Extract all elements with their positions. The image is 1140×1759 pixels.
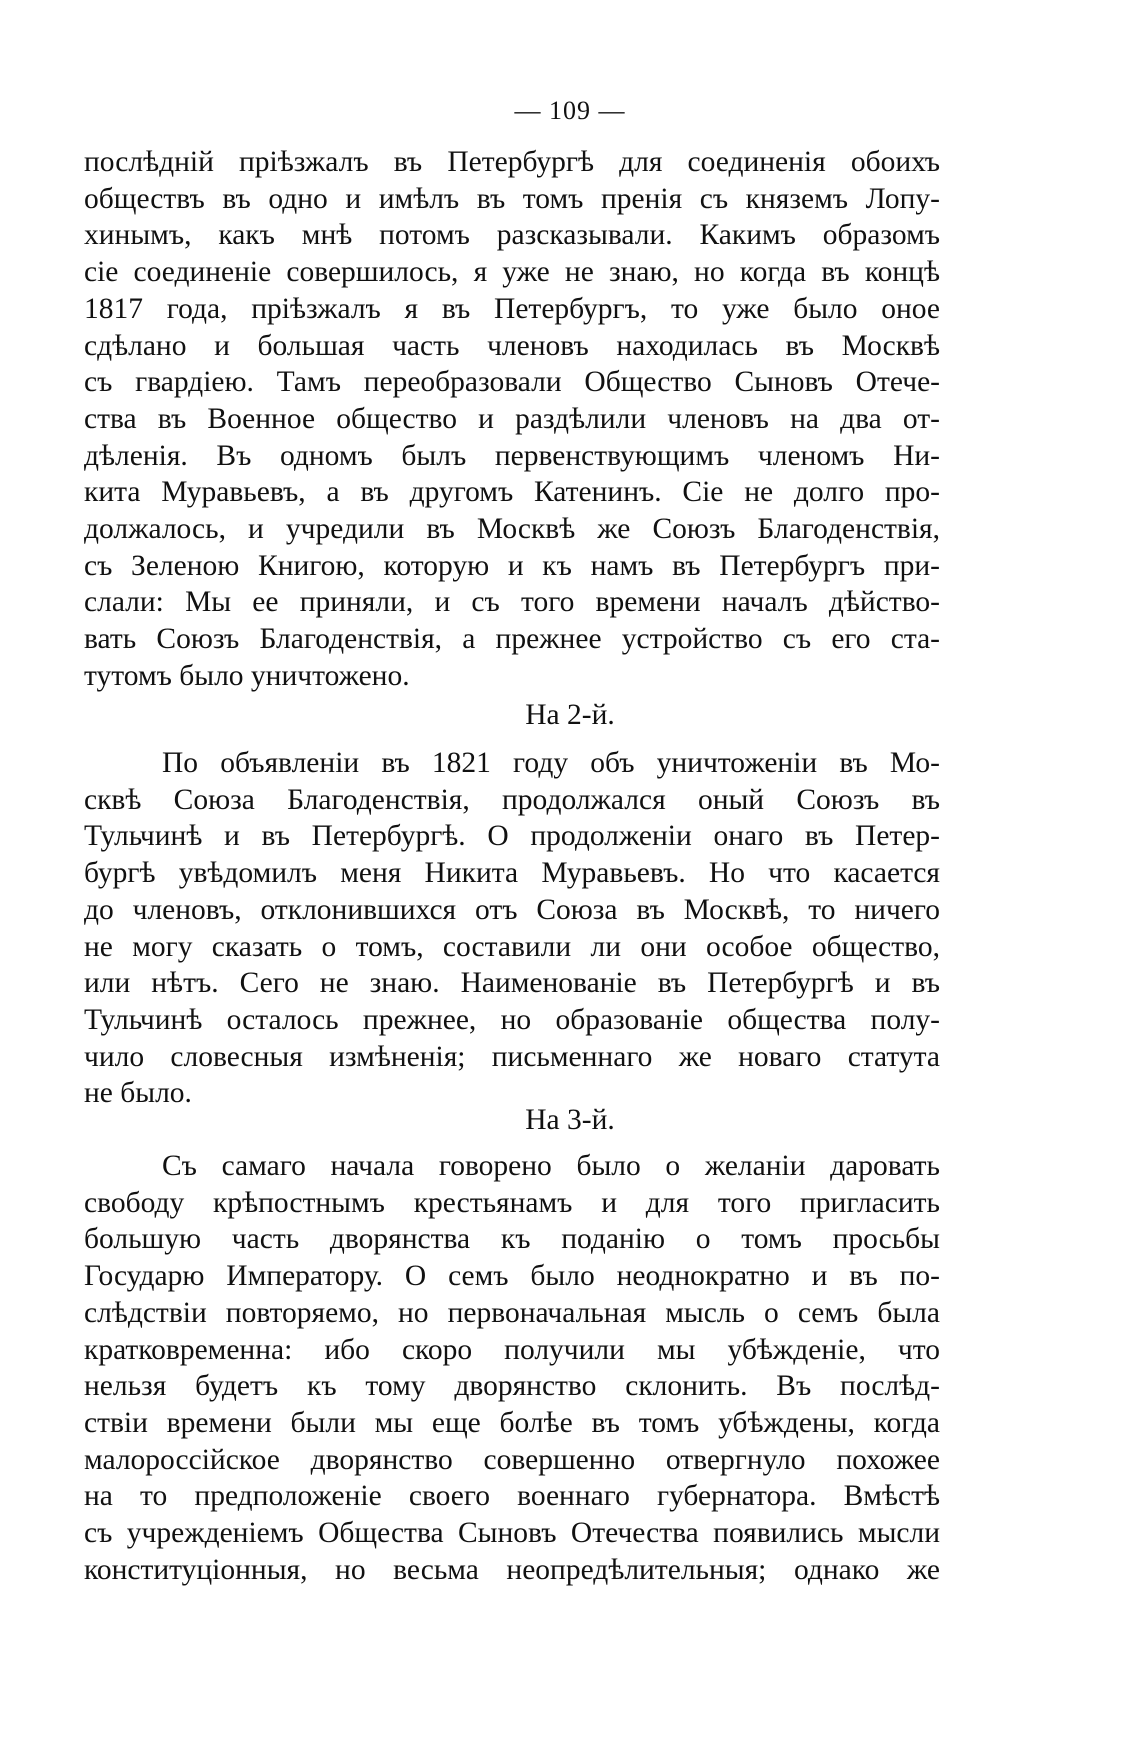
text-line: ствіи времени были мы еще болѣе въ томъ убѣждены, когда <box>84 1406 940 1439</box>
text-line: Тульчинѣ осталось прежнее, но образованіе общества полу- <box>84 1003 940 1036</box>
paragraph-1 <box>84 144 940 695</box>
text-line: или нѣтъ. Сего не знаю. Наименованіе въ Петербургѣ и въ <box>84 967 940 1000</box>
text-line: слали: Мы ее приняли, и съ того времени началъ дѣйство- <box>84 586 940 619</box>
section-heading-2: На 2-й. <box>525 699 615 731</box>
text-line: тутомъ было уничтожено. <box>84 659 410 692</box>
text-line: сдѣлано и большая часть членовъ находилась въ Москвѣ <box>84 329 940 362</box>
text-line: до членовъ, отклонившихся отъ Союза въ Москвѣ, то ничего <box>84 893 940 926</box>
text-line: послѣдній пріѣзжалъ въ Петербургѣ для соединенія обоихъ <box>84 146 940 178</box>
text-line: съ Зеленою Книгою, которую и къ намъ въ Петербургъ при- <box>84 549 940 582</box>
text-line: сіе соединеніе совершилось, я уже не знаю, но когда въ концѣ <box>84 256 940 289</box>
text-line: слѣдствіи повторяемо, но первоначальная мысль о семъ была <box>84 1296 940 1329</box>
text-line: бургѣ увѣдомилъ меня Никита Муравьевъ. Но что касается <box>84 857 940 890</box>
paragraph-2 <box>84 745 940 1112</box>
text-line: Государю Императору. О семъ было неоднократно и въ по- <box>84 1260 940 1293</box>
text-line: чило словесныя измѣненія; письменнаго же новаго статута <box>84 1040 940 1073</box>
text-line: обществъ въ одно и имѣлъ въ томъ пренія съ княземъ Лопу- <box>84 182 940 215</box>
text-line: съ гвардіею. Тамъ переобразовали Общество Сыновъ Отече- <box>84 366 940 399</box>
text-line: По объявленіи въ 1821 году объ уничтоженіи въ Мо- <box>162 747 940 779</box>
text-line: должалось, и учредили въ Москвѣ же Союзъ Благоденствія, <box>84 513 940 546</box>
text-line: большую часть дворянства къ поданію о томъ просьбы <box>84 1223 940 1256</box>
text-line: не могу сказать о томъ, составили ли они особое общество, <box>84 930 940 963</box>
text-line: сквѣ Союза Благоденствія, продолжался оный Союзъ въ <box>84 783 940 816</box>
section-heading-3: На 3-й. <box>525 1104 615 1136</box>
text-line: малороссійское дворянство совершенно отвергнуло похожее <box>84 1443 940 1476</box>
text-line: съ учрежденіемъ Общества Сыновъ Отечества появились мысли <box>84 1517 940 1550</box>
paragraph-3 <box>84 1148 940 1588</box>
text-line: конституціонныя, но весьма неопредѣлительныя; однако же <box>84 1553 940 1586</box>
page-number: — 109 — <box>514 96 626 125</box>
text-line: не было. <box>84 1077 192 1110</box>
text-line: Тульчинѣ и въ Петербургѣ. О продолженіи онаго въ Петер- <box>84 820 940 853</box>
text-line: хинымъ, какъ мнѣ потомъ разсказывали. Какимъ образомъ <box>84 219 940 252</box>
text-line: ства въ Военное общество и раздѣлили членовъ на два от- <box>84 402 940 435</box>
text-line: нельзя будетъ къ тому дворянство склонить. Въ послѣд- <box>84 1370 940 1403</box>
text-line: 1817 года, пріѣзжалъ я въ Петербургъ, то уже было оное <box>84 292 940 325</box>
text-line: на то предположеніе своего военнаго губернатора. Вмѣстѣ <box>84 1480 940 1513</box>
text-line: кратковременна: ибо скоро получили мы убѣжденіе, что <box>84 1333 940 1366</box>
text-line: Съ самаго начала говорено было о желаніи даровать <box>162 1150 940 1182</box>
text-line: кита Муравьевъ, а въ другомъ Катенинъ. Сіе не долго про- <box>84 476 940 509</box>
text-line: свободу крѣпостнымъ крестьянамъ и для того пригласить <box>84 1186 940 1219</box>
text-line: вать Союзъ Благоденствія, а прежнее устройство съ его ста- <box>84 623 940 656</box>
text-line: дѣленія. Въ одномъ былъ первенствующимъ членомъ Ни- <box>84 439 940 472</box>
